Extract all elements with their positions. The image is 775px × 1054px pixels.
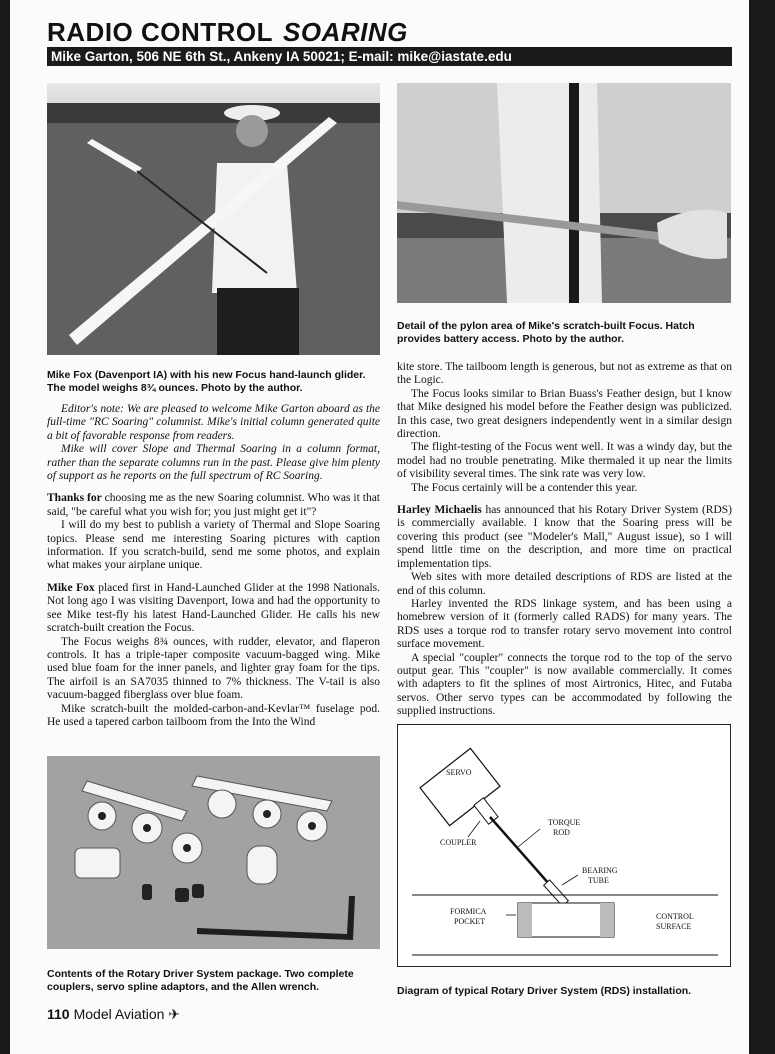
magazine-name: Model Aviation	[73, 1006, 165, 1022]
rod-label: ROD	[553, 828, 570, 837]
paragraph: Mike Fox placed first in Hand-Launched Glider at the 1998 Nationals. Not long ago I was visiting Davenport, Iowa and had the opportunity to see Mike test-fly his latest Hand-Launched Glider. He calls his new scratch-built creation the Focus.	[47, 581, 381, 635]
pocket-label: POCKET	[454, 917, 486, 926]
paragraph: Web sites with more detailed descriptions of RDS are listed at the end of this column.	[397, 571, 732, 597]
torque-rod-line	[490, 817, 550, 885]
formica-label: FORMICA	[450, 907, 487, 916]
package-caption: Contents of the Rotary Driver System package. Two complete couplers, servo spline adaptors, and the Allen wrench.	[47, 968, 354, 993]
torque-label: TORQUE	[548, 818, 581, 827]
paragraph: Harley invented the RDS linkage system, and has been using a homebrew version of it (formerly called RADS) for many years. The RDS uses a torque rod to transfer rotary servo movement into control surface movement.	[397, 597, 732, 651]
paragraph: A special "coupler" connects the torque rod to the top of the servo output gear. This "coupler" is now available commercially. It comes with adapters to fit the splines of most Airtronics, Hitec, and Futaba servos. Other servo types can be accommodated by following the supplied instructions.	[397, 651, 732, 718]
bearing-label: BEARING	[582, 866, 618, 875]
diagram-caption: Diagram of typical Rotary Driver System (RDS) installation.	[397, 985, 692, 997]
paragraph: Harley Michaelis has announced that his Rotary Driver System (RDS) is commercially available. I know that the Soaring press will be covering this product (see "Modeler's Mall," August issue), so I will spend little time on the description, and more time on practical implementation tips.	[397, 504, 733, 570]
airplane-icon: ✈	[168, 1006, 181, 1022]
surface-label: SURFACE	[656, 922, 692, 931]
editor-note: Mike will cover Slope and Thermal Soaring in a column format, rather than the separate columns run in the past. Please give him plenty of support as he reports on the full spectrum of RC Soaring.	[47, 443, 380, 483]
tube-label: TUBE	[588, 876, 609, 885]
page-number: 110	[47, 1006, 70, 1022]
coupler-label: COUPLER	[440, 838, 477, 847]
paragraph: Mike scratch-built the molded-carbon-and-Kevlar™ fuselage pod. He used a tapered carbon tailboom from the Into the Wind	[47, 702, 380, 728]
paragraph: The Focus certainly will be a contender this year.	[411, 481, 638, 494]
column-title: RADIO CONTROL	[47, 17, 274, 47]
scan-edge-right	[749, 0, 775, 1054]
pylon-caption: Detail of the pylon area of Mike's scratch-built Focus. Hatch provides battery access. Photo by the author.	[397, 320, 695, 345]
column-subtitle: SOARING	[283, 17, 408, 47]
page-footer	[47, 1005, 180, 1023]
paragraph: The Focus weighs 8¾ ounces, with rudder, elevator, and flaperon controls. It has a triple-taper composite vacuum-bagged wing. Mike used blue foam for the inner panels, and lighter gray foam for the tips. The airfoil is an SA7035 thinned to 7% thickness. The V-tail is also vacuum-bagged fiberglass over blue foam.	[47, 635, 380, 702]
rds-package-photo	[47, 756, 380, 949]
rds-diagram	[397, 724, 731, 967]
glider-photo	[47, 83, 380, 355]
author-byline: Mike Garton, 506 NE 6th St., Ankeny IA 50021; E-mail: mike@iastate.edu	[47, 47, 732, 66]
editor-note: Editor's note: We are pleased to welcome Mike Garton aboard as the full-time "RC Soaring" columnist. Mike's initial column generated quite a bit of favorable response from readers.	[47, 403, 380, 442]
paragraph: The Focus looks similar to Brian Buass's Feather design, but I know that Mike designed his model before the Feather design was publicized. In this case, two great designers independently went in a similar design direction.	[397, 387, 732, 441]
paragraph: Thanks for choosing me as the new Soaring columnist. Who was it that said, "be careful what you wish for; you just might get it"?	[47, 492, 380, 518]
scan-edge-left	[0, 0, 10, 1054]
paragraph: kite store. The tailboom length is generous, but not as extreme as that on the Logic.	[397, 361, 732, 387]
servo-label: SERVO	[446, 768, 472, 777]
glider-caption: Mike Fox (Davenport IA) with his new Focus hand-launch glider. The model weighs 8¾ ounces. Photo by the author.	[47, 369, 366, 394]
article-column-right	[397, 361, 732, 719]
article-column-left	[47, 403, 380, 729]
paragraph: The flight-testing of the Focus went well. It was a windy day, but the model had no trouble penetrating. Mike thermaled it up near the limits of visibility several times. The sink rate was very low.	[397, 441, 732, 481]
column-header	[47, 17, 737, 47]
paragraph: I will do my best to publish a variety of Thermal and Slope Soaring topics. Please send me interesting Soaring pictures with caption information. If you scratch-build, send me some photos, and explain what makes your airplane unique.	[47, 519, 380, 572]
control-label: CONTROL	[656, 912, 694, 921]
pylon-photo	[397, 83, 731, 303]
